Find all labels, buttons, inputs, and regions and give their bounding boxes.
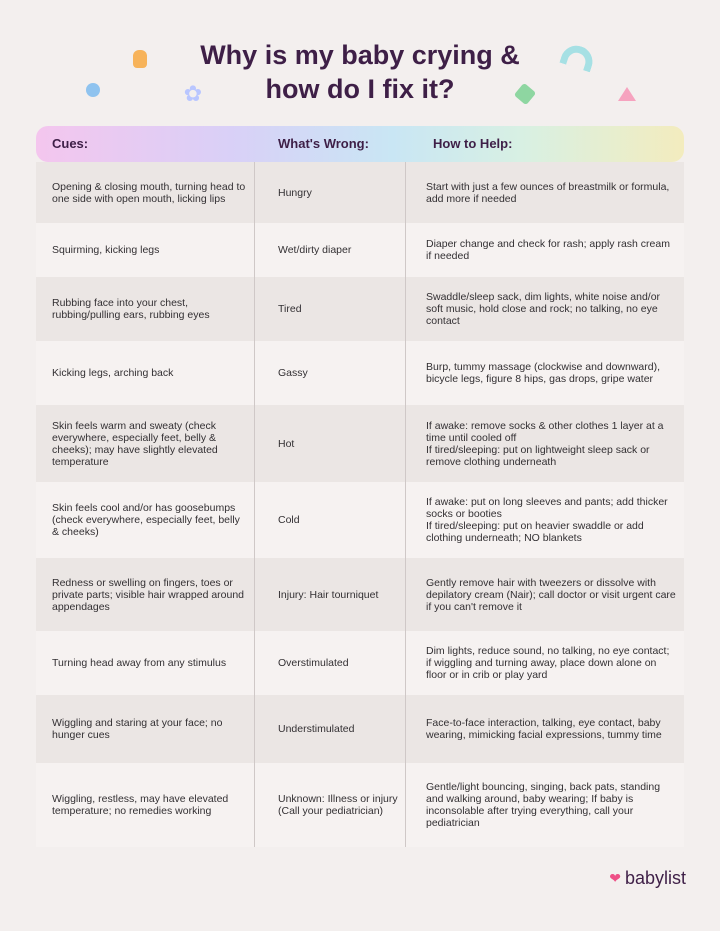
whats-wrong-cell: Overstimulated <box>254 631 406 695</box>
how-to-help-cell: If awake: put on long sleeves and pants; add thicker socks or booties If tired/sleeping: put on heavier swaddle or add clothing underneath; NO blankets <box>426 496 668 544</box>
brand-name: babylist <box>624 868 686 888</box>
heart-icon: ❤ <box>609 870 621 886</box>
header-whats-wrong: What's Wrong: <box>278 136 369 151</box>
table-row <box>36 223 684 277</box>
table-row <box>36 482 684 558</box>
whats-wrong-cell: Gassy <box>254 341 406 405</box>
table-row <box>36 277 684 341</box>
cue-cell: Squirming, kicking legs <box>52 244 160 256</box>
whats-wrong-cell: Hungry <box>254 162 406 223</box>
table-row <box>36 405 684 482</box>
whats-wrong-cell: Hot <box>254 405 406 482</box>
page-title <box>0 38 720 106</box>
how-to-help-cell: Diaper change and check for rash; apply rash cream if needed <box>426 238 670 262</box>
whats-wrong-cell: Understimulated <box>254 695 406 763</box>
table-header <box>36 126 684 162</box>
table-row <box>36 162 684 223</box>
table-row <box>36 558 684 631</box>
cue-cell: Kicking legs, arching back <box>52 367 174 379</box>
table-row <box>36 695 684 763</box>
how-to-help-cell: Gentle/light bouncing, singing, back pats, standing and walking around, baby wearing; If baby is inconsolable after trying everything, call your pediatrician <box>426 781 661 829</box>
whats-wrong-cell: Tired <box>254 277 406 341</box>
whats-wrong-cell: Wet/dirty diaper <box>254 223 406 277</box>
header-cues: Cues: <box>52 136 89 151</box>
how-to-help-cell: If awake: remove socks & other clothes 1 layer at a time until cooled off If tired/sleeping: put on lightweight sleep sack or remove clothing underneath <box>426 419 664 468</box>
whats-wrong-cell: Unknown: Illness or injury (Call your pediatrician) <box>254 763 406 847</box>
flower-icon: ✿ <box>183 81 203 106</box>
how-to-help-cell: Start with just a few ounces of breastmilk or formula, add more if needed <box>426 180 670 205</box>
table-row <box>36 631 684 695</box>
how-to-help-cell: Dim lights, reduce sound, no talking, no eye contact; if wiggling and turning away, place down alone on floor or in crib or play yard <box>426 645 670 681</box>
header-how-to-help: How to Help: <box>433 136 513 151</box>
cue-cell: Skin feels warm and sweaty (check everywhere, especially feet, belly & cheeks); may have slightly elevated temperature <box>52 419 218 468</box>
whats-wrong-cell: Cold <box>254 482 406 558</box>
crying-guide-table <box>36 126 684 847</box>
title-line-1: Why is my baby crying & <box>200 40 520 70</box>
table-row <box>36 763 684 847</box>
cue-cell: Skin feels cool and/or has goosebumps (check everywhere, especially feet, belly & cheeks) <box>52 502 240 538</box>
how-to-help-cell: Gently remove hair with tweezers or dissolve with depilatory cream (Nair); call doctor or visit urgent care if you can't remove it <box>426 576 676 613</box>
whats-wrong-cell: Injury: Hair tourniquet <box>254 558 406 631</box>
cue-cell: Opening & closing mouth, turning head to one side with open mouth, licking lips <box>52 180 246 205</box>
cue-cell: Wiggling, restless, may have elevated temperature; no remedies working <box>52 793 229 817</box>
cue-cell: Wiggling and staring at your face; no hunger cues <box>52 717 223 741</box>
table-row <box>36 341 684 405</box>
cue-cell: Redness or swelling on fingers, toes or private parts; visible hair wrapped around appendages <box>52 576 245 613</box>
babylist-logo <box>609 868 686 889</box>
cue-cell: Rubbing face into your chest, rubbing/pulling ears, rubbing eyes <box>52 297 210 321</box>
cue-cell: Turning head away from any stimulus <box>52 657 227 669</box>
how-to-help-cell: Burp, tummy massage (clockwise and downward), bicycle legs, figure 8 hips, gas drops, gripe water <box>426 361 661 385</box>
title-line-2: how do I fix it? <box>265 74 455 104</box>
how-to-help-cell: Face-to-face interaction, talking, eye contact, baby wearing, mimicking facial expressions, tummy time <box>426 717 662 741</box>
how-to-help-cell: Swaddle/sleep sack, dim lights, white noise and/or soft music, hold close and rock; no talking, no eye contact <box>426 291 661 327</box>
